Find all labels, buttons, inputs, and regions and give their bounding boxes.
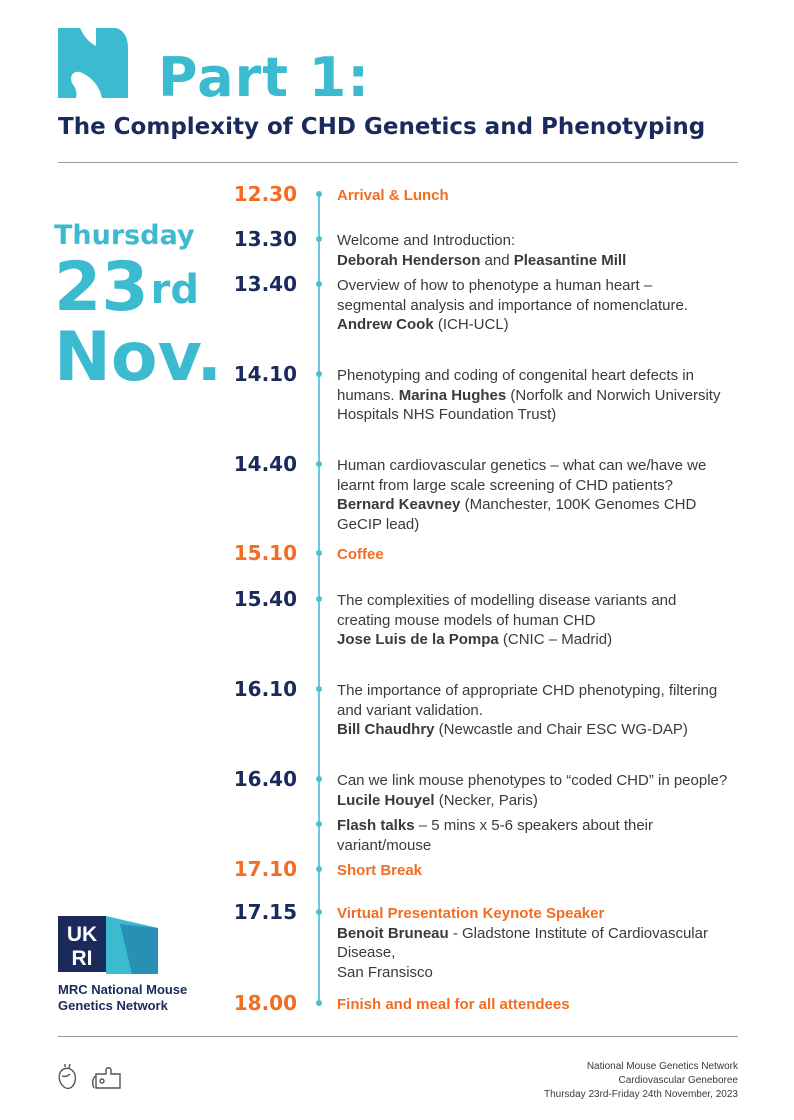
- entry-title: Human cardiovascular genetics – what can we/have we: [337, 457, 707, 474]
- entry-title: The complexities of modelling disease variants and: [337, 592, 677, 609]
- event-date: [54, 220, 222, 395]
- flash-talks-label: Flash talks: [337, 817, 415, 834]
- speaker-name: Bernard Keavney: [337, 496, 461, 513]
- speaker-name: Lucile Houyel: [337, 791, 435, 809]
- entry-time: 16.40: [233, 767, 297, 791]
- divider-bottom: [58, 1036, 738, 1037]
- svg-text:UK: UK: [66, 923, 98, 946]
- entry-title: The importance of appropriate CHD phenotyping, filtering: [337, 682, 718, 699]
- speaker-name: Bill Chaudhry: [337, 721, 435, 738]
- timeline-dot: [316, 686, 322, 692]
- entry-time: 13.40: [233, 272, 297, 296]
- entry-title: Finish and meal for all attendees: [337, 996, 570, 1013]
- entry-time: 14.40: [233, 452, 297, 476]
- timeline-dot: [316, 461, 322, 467]
- mouse-puzzle-icon: [93, 1068, 120, 1088]
- entry-time: 18.00: [233, 991, 297, 1015]
- timeline-dot: [316, 866, 322, 872]
- entry-title: Phenotyping and coding of congenital heart defects in: [337, 367, 694, 384]
- month: Nov.: [54, 318, 223, 397]
- entry-title: Short Break: [337, 862, 423, 879]
- entry-title: Arrival & Lunch: [337, 187, 449, 204]
- footer-icons: [56, 1062, 126, 1097]
- day-number: 23rd: [54, 248, 199, 327]
- entry-title: Virtual Presentation Keynote Speaker: [337, 905, 605, 922]
- heart-logo-icon: [58, 28, 130, 98]
- entry-time: 13.30: [233, 227, 297, 251]
- svg-text:RI: RI: [71, 947, 93, 970]
- timeline-dot: [316, 776, 322, 782]
- timeline-dot: [316, 236, 322, 242]
- entry-time: 12.30: [233, 182, 297, 206]
- entry-title: Overview of how to phenotype a human heart –: [337, 277, 653, 294]
- speaker-name: Pleasantine Mill: [513, 251, 627, 269]
- speaker-name: Jose Luis de la Pompa: [337, 631, 499, 648]
- divider-top: [58, 162, 738, 163]
- timeline-dot: [316, 281, 322, 287]
- heart-icon: [59, 1064, 75, 1088]
- entry-time: 16.10: [233, 677, 297, 701]
- footer-event-info: [544, 1060, 738, 1102]
- timeline-dot: [316, 191, 322, 197]
- entry-time: 17.10: [233, 857, 297, 881]
- entry-title: Coffee: [337, 546, 384, 563]
- speaker-name: Andrew Cook: [337, 316, 434, 333]
- weekday: Thursday: [54, 220, 195, 251]
- entry-time: 15.40: [233, 587, 297, 611]
- timeline-dot: [316, 1000, 322, 1006]
- page-subtitle: The Complexity of CHD Genetics and Phenotyping: [58, 114, 706, 140]
- footer-line: Thursday 23rd-Friday 24th November, 2023: [544, 1089, 738, 1100]
- ukri-logo: [58, 914, 158, 974]
- timeline-dot: [316, 821, 322, 827]
- entry-time: 17.15: [233, 900, 297, 924]
- entry-title: Welcome and Introduction:: [337, 232, 516, 249]
- speaker-name: Marina Hughes: [398, 386, 507, 404]
- page-title: Part 1:: [158, 46, 370, 109]
- timeline-dot: [316, 596, 322, 602]
- timeline-dot: [316, 371, 322, 377]
- entry-time: 14.10: [233, 362, 297, 386]
- entry-time: 15.10: [233, 541, 297, 565]
- timeline-dot: [316, 909, 322, 915]
- speaker-name: Benoit Bruneau: [337, 924, 449, 942]
- footer-line: Cardiovascular Geneboree: [618, 1075, 738, 1086]
- footer-line: National Mouse Genetics Network: [586, 1061, 738, 1072]
- timeline-dot: [316, 550, 322, 556]
- network-name: MRC National Mouse Genetics Network: [58, 982, 188, 1013]
- entry-title: Can we link mouse phenotypes to “coded CHD” in people?: [337, 772, 728, 789]
- speaker-name: Deborah Henderson: [337, 251, 481, 269]
